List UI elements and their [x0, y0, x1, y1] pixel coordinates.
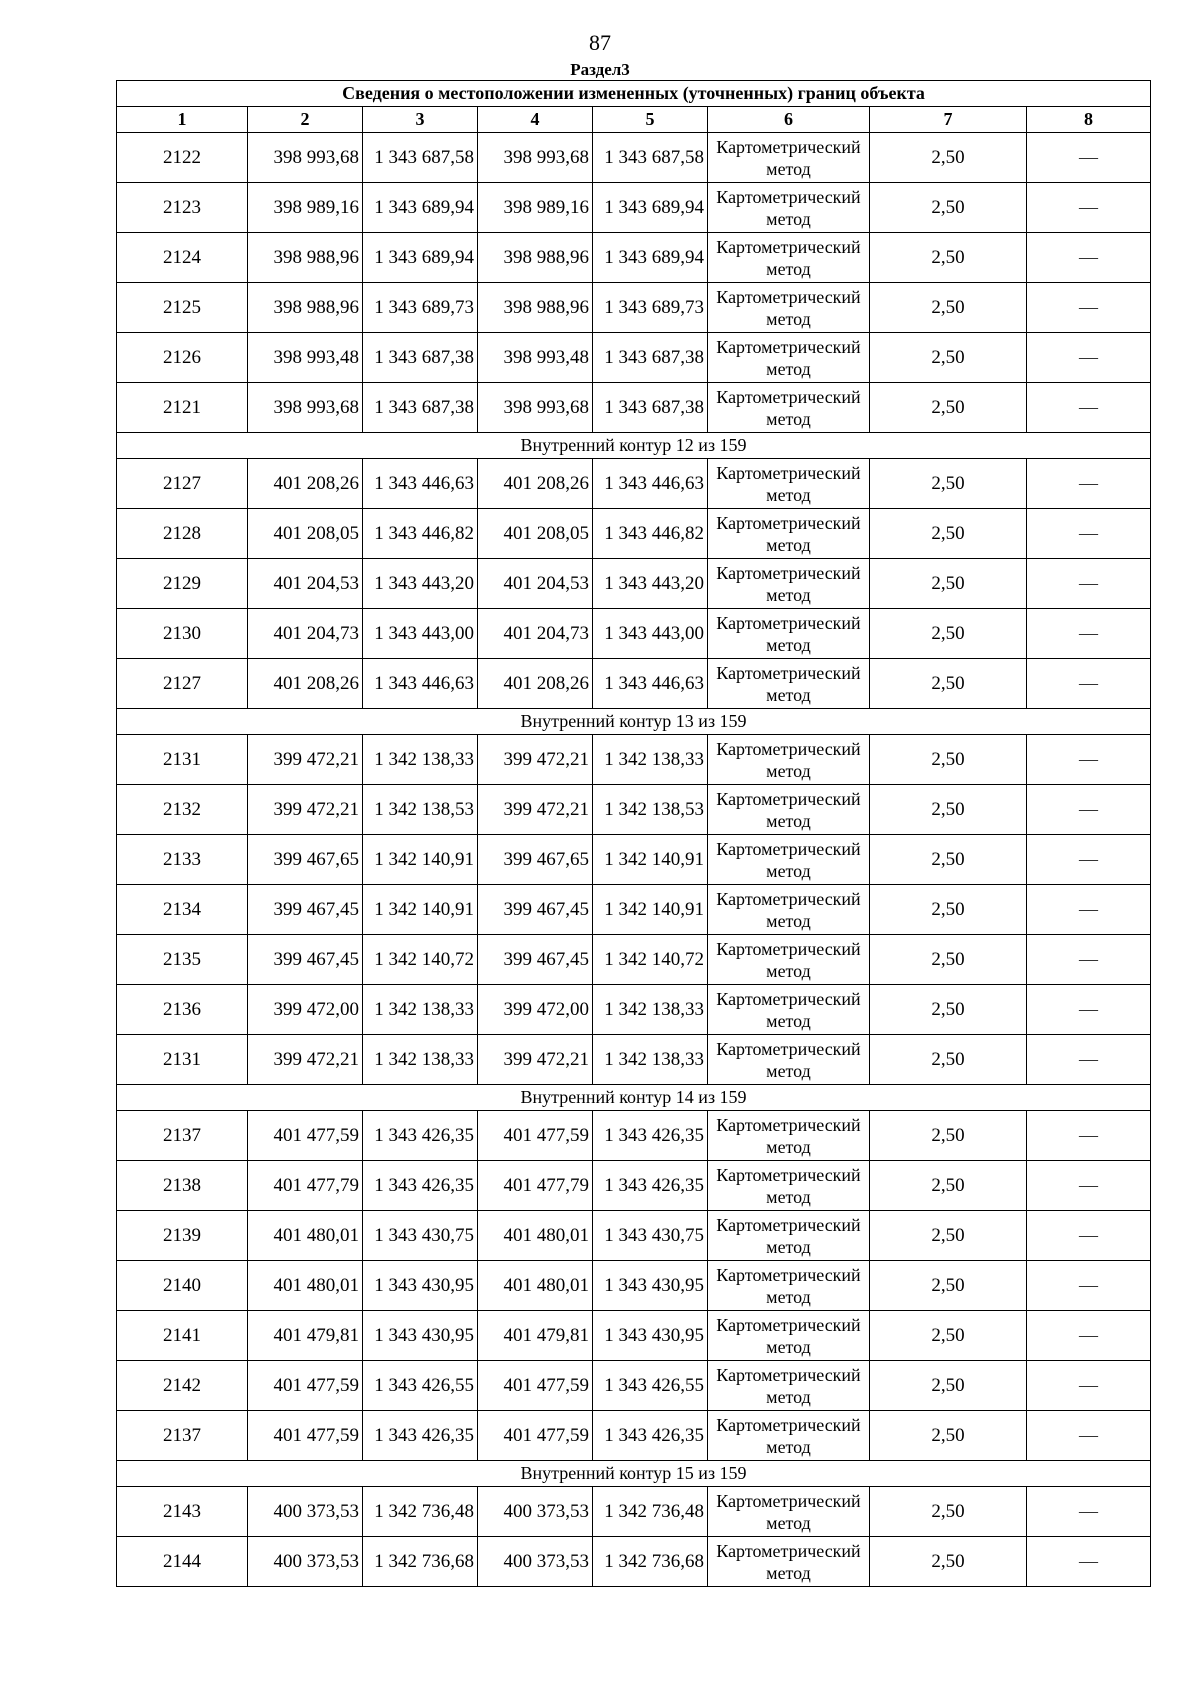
y-coordinate-cell: 1 342 140,91 — [363, 885, 478, 935]
x-coordinate-cell: 399 467,45 — [478, 935, 593, 985]
contour-label: Внутренний контур 13 из 159 — [117, 709, 1151, 735]
x-coordinate-cell: 398 993,48 — [248, 333, 363, 383]
point-number-cell: 2131 — [117, 735, 248, 785]
column-number: 8 — [1027, 107, 1151, 133]
y-coordinate-cell: 1 343 687,38 — [593, 333, 708, 383]
method-cell: Картометрический метод — [708, 885, 870, 935]
x-coordinate-cell: 401 479,81 — [248, 1311, 363, 1361]
y-coordinate-cell: 1 342 736,48 — [363, 1487, 478, 1537]
point-number-cell: 2141 — [117, 1311, 248, 1361]
point-number-cell: 2130 — [117, 609, 248, 659]
table-row — [117, 835, 1151, 885]
method-cell: Картометрический метод — [708, 735, 870, 785]
accuracy-cell: 2,50 — [870, 835, 1027, 885]
method-cell: Картометрический метод — [708, 183, 870, 233]
x-coordinate-cell: 401 480,01 — [248, 1211, 363, 1261]
point-number-cell: 2133 — [117, 835, 248, 885]
table-row — [117, 383, 1151, 433]
x-coordinate-cell: 399 472,00 — [478, 985, 593, 1035]
x-coordinate-cell: 399 467,65 — [478, 835, 593, 885]
x-coordinate-cell: 399 472,21 — [248, 735, 363, 785]
x-coordinate-cell: 401 477,59 — [248, 1361, 363, 1411]
x-coordinate-cell: 399 467,65 — [248, 835, 363, 885]
point-number-cell: 2123 — [117, 183, 248, 233]
y-coordinate-cell: 1 343 446,82 — [363, 509, 478, 559]
y-coordinate-cell: 1 342 736,68 — [363, 1537, 478, 1587]
y-coordinate-cell: 1 343 687,58 — [363, 133, 478, 183]
accuracy-cell: 2,50 — [870, 985, 1027, 1035]
accuracy-cell: 2,50 — [870, 1211, 1027, 1261]
y-coordinate-cell: 1 343 430,95 — [593, 1261, 708, 1311]
y-coordinate-cell: 1 343 446,63 — [593, 459, 708, 509]
column-number: 6 — [708, 107, 870, 133]
x-coordinate-cell: 398 993,68 — [248, 133, 363, 183]
method-cell: Картометрический метод — [708, 1311, 870, 1361]
description-cell: — — [1027, 509, 1151, 559]
description-cell: — — [1027, 785, 1151, 835]
table-row — [117, 559, 1151, 609]
x-coordinate-cell: 401 477,59 — [248, 1111, 363, 1161]
y-coordinate-cell: 1 342 140,91 — [593, 885, 708, 935]
x-coordinate-cell: 401 477,79 — [478, 1161, 593, 1211]
column-number: 2 — [248, 107, 363, 133]
y-coordinate-cell: 1 343 426,35 — [593, 1161, 708, 1211]
y-coordinate-cell: 1 342 138,53 — [593, 785, 708, 835]
accuracy-cell: 2,50 — [870, 609, 1027, 659]
y-coordinate-cell: 1 342 140,91 — [363, 835, 478, 885]
table-row — [117, 1035, 1151, 1085]
x-coordinate-cell: 398 993,48 — [478, 333, 593, 383]
coordinates-table — [116, 80, 1151, 1587]
y-coordinate-cell: 1 342 736,48 — [593, 1487, 708, 1537]
x-coordinate-cell: 400 373,53 — [478, 1487, 593, 1537]
y-coordinate-cell: 1 343 430,75 — [363, 1211, 478, 1261]
y-coordinate-cell: 1 343 689,73 — [593, 283, 708, 333]
description-cell: — — [1027, 1261, 1151, 1311]
table-row — [117, 1487, 1151, 1537]
table-body — [117, 133, 1151, 1587]
point-number-cell: 2142 — [117, 1361, 248, 1411]
table-row — [117, 233, 1151, 283]
x-coordinate-cell: 401 208,05 — [248, 509, 363, 559]
y-coordinate-cell: 1 342 138,53 — [363, 785, 478, 835]
point-number-cell: 2127 — [117, 459, 248, 509]
method-cell: Картометрический метод — [708, 1487, 870, 1537]
accuracy-cell: 2,50 — [870, 1261, 1027, 1311]
y-coordinate-cell: 1 343 687,58 — [593, 133, 708, 183]
description-cell: — — [1027, 609, 1151, 659]
y-coordinate-cell: 1 343 426,35 — [593, 1111, 708, 1161]
point-number-cell: 2122 — [117, 133, 248, 183]
table-row — [117, 1537, 1151, 1587]
point-number-cell: 2129 — [117, 559, 248, 609]
x-coordinate-cell: 401 204,73 — [248, 609, 363, 659]
x-coordinate-cell: 401 208,26 — [248, 459, 363, 509]
description-cell: — — [1027, 1111, 1151, 1161]
y-coordinate-cell: 1 343 430,95 — [363, 1261, 478, 1311]
accuracy-cell: 2,50 — [870, 885, 1027, 935]
y-coordinate-cell: 1 343 689,94 — [363, 183, 478, 233]
x-coordinate-cell: 401 480,01 — [248, 1261, 363, 1311]
point-number-cell: 2131 — [117, 1035, 248, 1085]
description-cell: — — [1027, 935, 1151, 985]
x-coordinate-cell: 400 373,53 — [248, 1487, 363, 1537]
method-cell: Картометрический метод — [708, 1161, 870, 1211]
y-coordinate-cell: 1 343 443,00 — [593, 609, 708, 659]
y-coordinate-cell: 1 343 430,95 — [593, 1311, 708, 1361]
accuracy-cell: 2,50 — [870, 935, 1027, 985]
x-coordinate-cell: 399 472,21 — [248, 785, 363, 835]
accuracy-cell: 2,50 — [870, 1487, 1027, 1537]
accuracy-cell: 2,50 — [870, 233, 1027, 283]
x-coordinate-cell: 398 993,68 — [248, 383, 363, 433]
y-coordinate-cell: 1 343 446,63 — [363, 459, 478, 509]
x-coordinate-cell: 398 988,96 — [478, 233, 593, 283]
x-coordinate-cell: 399 467,45 — [478, 885, 593, 935]
contour-label: Внутренний контур 12 из 159 — [117, 433, 1151, 459]
x-coordinate-cell: 399 467,45 — [248, 935, 363, 985]
contour-header-row — [117, 1461, 1151, 1487]
x-coordinate-cell: 401 208,26 — [478, 659, 593, 709]
y-coordinate-cell: 1 343 426,55 — [363, 1361, 478, 1411]
y-coordinate-cell: 1 343 430,75 — [593, 1211, 708, 1261]
table-row — [117, 785, 1151, 835]
accuracy-cell: 2,50 — [870, 1161, 1027, 1211]
x-coordinate-cell: 399 472,21 — [248, 1035, 363, 1085]
point-number-cell: 2127 — [117, 659, 248, 709]
y-coordinate-cell: 1 343 443,00 — [363, 609, 478, 659]
point-number-cell: 2125 — [117, 283, 248, 333]
y-coordinate-cell: 1 343 446,63 — [593, 659, 708, 709]
table-row — [117, 283, 1151, 333]
point-number-cell: 2132 — [117, 785, 248, 835]
description-cell: — — [1027, 459, 1151, 509]
x-coordinate-cell: 398 988,96 — [248, 283, 363, 333]
x-coordinate-cell: 398 993,68 — [478, 383, 593, 433]
y-coordinate-cell: 1 342 736,68 — [593, 1537, 708, 1587]
x-coordinate-cell: 401 477,59 — [248, 1411, 363, 1461]
description-cell: — — [1027, 283, 1151, 333]
point-number-cell: 2139 — [117, 1211, 248, 1261]
point-number-cell: 2140 — [117, 1261, 248, 1311]
table-row — [117, 333, 1151, 383]
y-coordinate-cell: 1 343 689,94 — [363, 233, 478, 283]
description-cell: — — [1027, 233, 1151, 283]
accuracy-cell: 2,50 — [870, 333, 1027, 383]
point-number-cell: 2134 — [117, 885, 248, 935]
y-coordinate-cell: 1 343 443,20 — [593, 559, 708, 609]
accuracy-cell: 2,50 — [870, 283, 1027, 333]
y-coordinate-cell: 1 342 138,33 — [363, 1035, 478, 1085]
contour-header-row — [117, 1085, 1151, 1111]
method-cell: Картометрический метод — [708, 609, 870, 659]
x-coordinate-cell: 401 204,53 — [248, 559, 363, 609]
section-label: Раздел3 — [570, 60, 630, 79]
accuracy-cell: 2,50 — [870, 509, 1027, 559]
description-cell: — — [1027, 1161, 1151, 1211]
column-number: 7 — [870, 107, 1027, 133]
method-cell: Картометрический метод — [708, 659, 870, 709]
method-cell: Картометрический метод — [708, 1361, 870, 1411]
x-coordinate-cell: 401 477,59 — [478, 1411, 593, 1461]
table-row — [117, 609, 1151, 659]
description-cell: — — [1027, 659, 1151, 709]
x-coordinate-cell: 401 208,26 — [248, 659, 363, 709]
method-cell: Картометрический метод — [708, 1211, 870, 1261]
point-number-cell: 2124 — [117, 233, 248, 283]
x-coordinate-cell: 399 472,00 — [248, 985, 363, 1035]
y-coordinate-cell: 1 343 426,35 — [363, 1111, 478, 1161]
y-coordinate-cell: 1 342 138,33 — [363, 985, 478, 1035]
method-cell: Картометрический метод — [708, 283, 870, 333]
table-row — [117, 985, 1151, 1035]
x-coordinate-cell: 401 480,01 — [478, 1211, 593, 1261]
point-number-cell: 2121 — [117, 383, 248, 433]
accuracy-cell: 2,50 — [870, 459, 1027, 509]
accuracy-cell: 2,50 — [870, 1111, 1027, 1161]
description-cell: — — [1027, 183, 1151, 233]
x-coordinate-cell: 398 989,16 — [248, 183, 363, 233]
y-coordinate-cell: 1 343 426,35 — [593, 1411, 708, 1461]
point-number-cell: 2143 — [117, 1487, 248, 1537]
y-coordinate-cell: 1 343 430,95 — [363, 1311, 478, 1361]
description-cell: — — [1027, 885, 1151, 935]
description-cell: — — [1027, 383, 1151, 433]
y-coordinate-cell: 1 342 138,33 — [593, 985, 708, 1035]
x-coordinate-cell: 398 988,96 — [248, 233, 363, 283]
point-number-cell: 2126 — [117, 333, 248, 383]
table-row — [117, 935, 1151, 985]
method-cell: Картометрический метод — [708, 1537, 870, 1587]
method-cell: Картометрический метод — [708, 509, 870, 559]
contour-label: Внутренний контур 15 из 159 — [117, 1461, 1151, 1487]
y-coordinate-cell: 1 343 687,38 — [363, 383, 478, 433]
accuracy-cell: 2,50 — [870, 1411, 1027, 1461]
description-cell: — — [1027, 985, 1151, 1035]
table-row — [117, 1411, 1151, 1461]
column-number-row — [117, 107, 1151, 133]
accuracy-cell: 2,50 — [870, 785, 1027, 835]
description-cell: — — [1027, 1537, 1151, 1587]
table-row — [117, 1361, 1151, 1411]
accuracy-cell: 2,50 — [870, 735, 1027, 785]
x-coordinate-cell: 401 204,53 — [478, 559, 593, 609]
column-number: 1 — [117, 107, 248, 133]
table-title-row — [117, 81, 1151, 107]
point-number-cell: 2137 — [117, 1411, 248, 1461]
y-coordinate-cell: 1 342 138,33 — [593, 735, 708, 785]
method-cell: Картометрический метод — [708, 1411, 870, 1461]
x-coordinate-cell: 401 479,81 — [478, 1311, 593, 1361]
column-number: 4 — [478, 107, 593, 133]
page-number: 87 — [589, 30, 611, 55]
y-coordinate-cell: 1 342 138,33 — [363, 735, 478, 785]
x-coordinate-cell: 398 988,96 — [478, 283, 593, 333]
table-row — [117, 183, 1151, 233]
accuracy-cell: 2,50 — [870, 383, 1027, 433]
accuracy-cell: 2,50 — [870, 133, 1027, 183]
method-cell: Картометрический метод — [708, 1035, 870, 1085]
y-coordinate-cell: 1 343 689,94 — [593, 233, 708, 283]
y-coordinate-cell: 1 343 426,55 — [593, 1361, 708, 1411]
description-cell: — — [1027, 1035, 1151, 1085]
accuracy-cell: 2,50 — [870, 1311, 1027, 1361]
accuracy-cell: 2,50 — [870, 659, 1027, 709]
y-coordinate-cell: 1 342 140,72 — [363, 935, 478, 985]
x-coordinate-cell: 400 373,53 — [478, 1537, 593, 1587]
description-cell: — — [1027, 1211, 1151, 1261]
x-coordinate-cell: 401 477,79 — [248, 1161, 363, 1211]
accuracy-cell: 2,50 — [870, 183, 1027, 233]
x-coordinate-cell: 401 477,59 — [478, 1111, 593, 1161]
x-coordinate-cell: 398 993,68 — [478, 133, 593, 183]
table-row — [117, 133, 1151, 183]
contour-label: Внутренний контур 14 из 159 — [117, 1085, 1151, 1111]
method-cell: Картометрический метод — [708, 559, 870, 609]
x-coordinate-cell: 401 477,59 — [478, 1361, 593, 1411]
x-coordinate-cell: 401 204,73 — [478, 609, 593, 659]
contour-header-row — [117, 433, 1151, 459]
accuracy-cell: 2,50 — [870, 1035, 1027, 1085]
x-coordinate-cell: 399 472,21 — [478, 785, 593, 835]
x-coordinate-cell: 400 373,53 — [248, 1537, 363, 1587]
method-cell: Картометрический метод — [708, 1261, 870, 1311]
contour-header-row — [117, 709, 1151, 735]
y-coordinate-cell: 1 342 140,91 — [593, 835, 708, 885]
table-row — [117, 885, 1151, 935]
description-cell: — — [1027, 1411, 1151, 1461]
method-cell: Картометрический метод — [708, 935, 870, 985]
y-coordinate-cell: 1 343 687,38 — [593, 383, 708, 433]
y-coordinate-cell: 1 343 426,35 — [363, 1161, 478, 1211]
description-cell: — — [1027, 735, 1151, 785]
table-row — [117, 1311, 1151, 1361]
description-cell: — — [1027, 559, 1151, 609]
accuracy-cell: 2,50 — [870, 1361, 1027, 1411]
x-coordinate-cell: 399 467,45 — [248, 885, 363, 935]
method-cell: Картометрический метод — [708, 233, 870, 283]
table-row — [117, 1111, 1151, 1161]
description-cell: — — [1027, 1311, 1151, 1361]
description-cell: — — [1027, 1361, 1151, 1411]
point-number-cell: 2144 — [117, 1537, 248, 1587]
table-title: Сведения о местоположении измененных (уточненных) границ объекта — [117, 81, 1151, 107]
y-coordinate-cell: 1 342 140,72 — [593, 935, 708, 985]
table-row — [117, 735, 1151, 785]
table-row — [117, 1211, 1151, 1261]
y-coordinate-cell: 1 343 446,63 — [363, 659, 478, 709]
method-cell: Картометрический метод — [708, 333, 870, 383]
x-coordinate-cell: 399 472,21 — [478, 1035, 593, 1085]
y-coordinate-cell: 1 343 689,73 — [363, 283, 478, 333]
y-coordinate-cell: 1 343 689,94 — [593, 183, 708, 233]
table-row — [117, 659, 1151, 709]
point-number-cell: 2128 — [117, 509, 248, 559]
y-coordinate-cell: 1 343 446,82 — [593, 509, 708, 559]
description-cell: — — [1027, 333, 1151, 383]
y-coordinate-cell: 1 343 687,38 — [363, 333, 478, 383]
table-row — [117, 509, 1151, 559]
accuracy-cell: 2,50 — [870, 559, 1027, 609]
x-coordinate-cell: 401 208,26 — [478, 459, 593, 509]
column-number: 5 — [593, 107, 708, 133]
x-coordinate-cell: 399 472,21 — [478, 735, 593, 785]
method-cell: Картометрический метод — [708, 133, 870, 183]
point-number-cell: 2137 — [117, 1111, 248, 1161]
description-cell: — — [1027, 835, 1151, 885]
x-coordinate-cell: 398 989,16 — [478, 183, 593, 233]
method-cell: Картометрический метод — [708, 383, 870, 433]
method-cell: Картометрический метод — [708, 835, 870, 885]
y-coordinate-cell: 1 342 138,33 — [593, 1035, 708, 1085]
y-coordinate-cell: 1 343 426,35 — [363, 1411, 478, 1461]
description-cell: — — [1027, 1487, 1151, 1537]
table-row — [117, 1261, 1151, 1311]
table-row — [117, 1161, 1151, 1211]
y-coordinate-cell: 1 343 443,20 — [363, 559, 478, 609]
description-cell: — — [1027, 133, 1151, 183]
x-coordinate-cell: 401 480,01 — [478, 1261, 593, 1311]
point-number-cell: 2138 — [117, 1161, 248, 1211]
point-number-cell: 2135 — [117, 935, 248, 985]
method-cell: Картометрический метод — [708, 985, 870, 1035]
column-number: 3 — [363, 107, 478, 133]
point-number-cell: 2136 — [117, 985, 248, 1035]
method-cell: Картометрический метод — [708, 785, 870, 835]
accuracy-cell: 2,50 — [870, 1537, 1027, 1587]
method-cell: Картометрический метод — [708, 1111, 870, 1161]
table-row — [117, 459, 1151, 509]
x-coordinate-cell: 401 208,05 — [478, 509, 593, 559]
method-cell: Картометрический метод — [708, 459, 870, 509]
